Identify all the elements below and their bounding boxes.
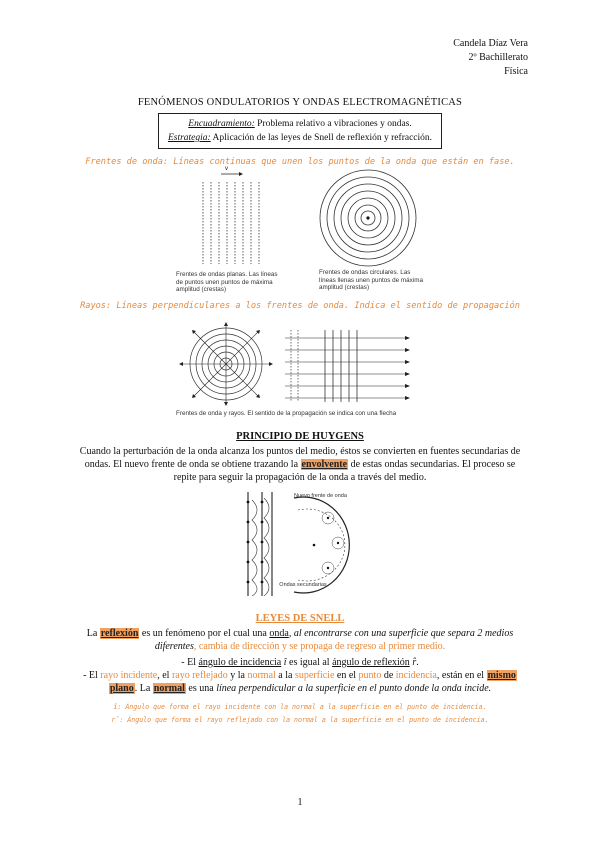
plane-wave-caption: Frentes de ondas planas. Las líneas de puntos unen puntos de máxima amplitud (crestas) bbox=[176, 271, 278, 293]
reflexion-highlight: reflexión bbox=[100, 628, 139, 639]
snell-line-3: - El ángulo de incidencia î es igual al ángulo de reflexión r̂. bbox=[181, 657, 419, 668]
framing-box bbox=[158, 113, 442, 149]
plano-highlight: plano bbox=[109, 683, 134, 694]
subject-name: Física bbox=[504, 66, 528, 77]
framing-text-1: Problema relativo a vibraciones y ondas. bbox=[254, 119, 412, 129]
rays-caption: Frentes de onda y rayos. El sentido de la propagación se indica con una flecha bbox=[176, 410, 397, 417]
huygens-paragraph bbox=[18, 445, 582, 484]
mismo-highlight: mismo bbox=[487, 670, 516, 681]
course-name: 2º Bachillerato bbox=[468, 52, 528, 63]
wavefront-definition: Frentes de onda: Líneas continuas que unen los puntos de la onda que están en fase. bbox=[85, 157, 515, 167]
normal-highlight: normal bbox=[153, 683, 185, 694]
circular-wavefronts-figure bbox=[318, 168, 418, 268]
huygens-title: PRINCIPIO DE HUYGENS bbox=[236, 431, 364, 442]
huygens-line-2: ondas. El nuevo frente de onda se obtiene trazando la envolvente de estas ondas secundarias. El proceso se bbox=[84, 459, 516, 470]
snell-paragraph bbox=[18, 627, 582, 695]
page-number: 1 bbox=[297, 797, 303, 808]
angle-reflection-term: ángulo de reflexión bbox=[332, 657, 410, 668]
framing-label-1: Encuadramiento: bbox=[188, 119, 255, 129]
rays-definition: Rayos: Líneas perpendiculares a los frentes de onda. Indica el sentido de propagación bbox=[80, 301, 520, 311]
snell-line-5: plano. La normal es una línea perpendicular a la superficie en el punto donde la onda incide. bbox=[109, 683, 492, 694]
author-name: Candela Díaz Vera bbox=[453, 38, 528, 49]
snell-line-2: diferentes, cambia de dirección y se propaga de regreso al primer medio. bbox=[154, 641, 446, 652]
onda-word: onda bbox=[269, 628, 289, 639]
new-front-label: Nuevo frente de onda bbox=[294, 493, 347, 499]
angle-i-symbol: î bbox=[283, 657, 287, 668]
envolvente-highlight: envolvente bbox=[301, 459, 348, 470]
circular-wave-caption: Frentes de ondas circulares. Las líneas llenas unen puntos de máxima amplitud (crestas) bbox=[319, 269, 423, 291]
framing-label-2: Estrategia: bbox=[167, 133, 211, 143]
note-angle-r: r̂: Ángulo que forma el rayo reflejado con la normal a la superficie en el punto de incidencia. bbox=[111, 716, 489, 724]
snell-line-1: La reflexión es un fenómeno por el cual una onda, al encontrarse con una superficie que separa 2 medios bbox=[86, 628, 514, 639]
plane-wavefronts-figure bbox=[195, 168, 275, 268]
huygens-line-3: repite para seguir la propagación de la onda a través del medio. bbox=[173, 472, 427, 483]
page-title: FENÓMENOS ONDULATORIOS Y ONDAS ELECTROMAGNÉTICAS bbox=[137, 97, 463, 108]
huygens-line-1: Cuando la perturbación de la onda alcanza los puntos del medio, éstos se convierten en fuentes secundarias de bbox=[79, 446, 521, 457]
circular-rays-figure bbox=[174, 322, 278, 406]
angle-incidence-term: ángulo de incidencia bbox=[198, 657, 282, 668]
snell-title: LEYES DE SNELL bbox=[255, 613, 345, 624]
plane-rays-figure bbox=[283, 326, 413, 406]
angle-r-symbol: r̂ bbox=[412, 657, 417, 668]
secondary-waves-label: Ondas secundarias bbox=[279, 582, 327, 588]
note-angle-i: î: Ángulo que forma el rayo incidente con la normal a la superficie en el punto de incidencia. bbox=[113, 703, 487, 711]
velocity-label: v bbox=[225, 166, 228, 172]
framing-text-2: Aplicación de las leyes de Snell de reflexión y refracción. bbox=[210, 133, 433, 143]
snell-line-4: - El rayo incidente, el rayo reflejado y la normal a la superficie en el punto de incidencia, están en el mismo bbox=[83, 670, 516, 681]
